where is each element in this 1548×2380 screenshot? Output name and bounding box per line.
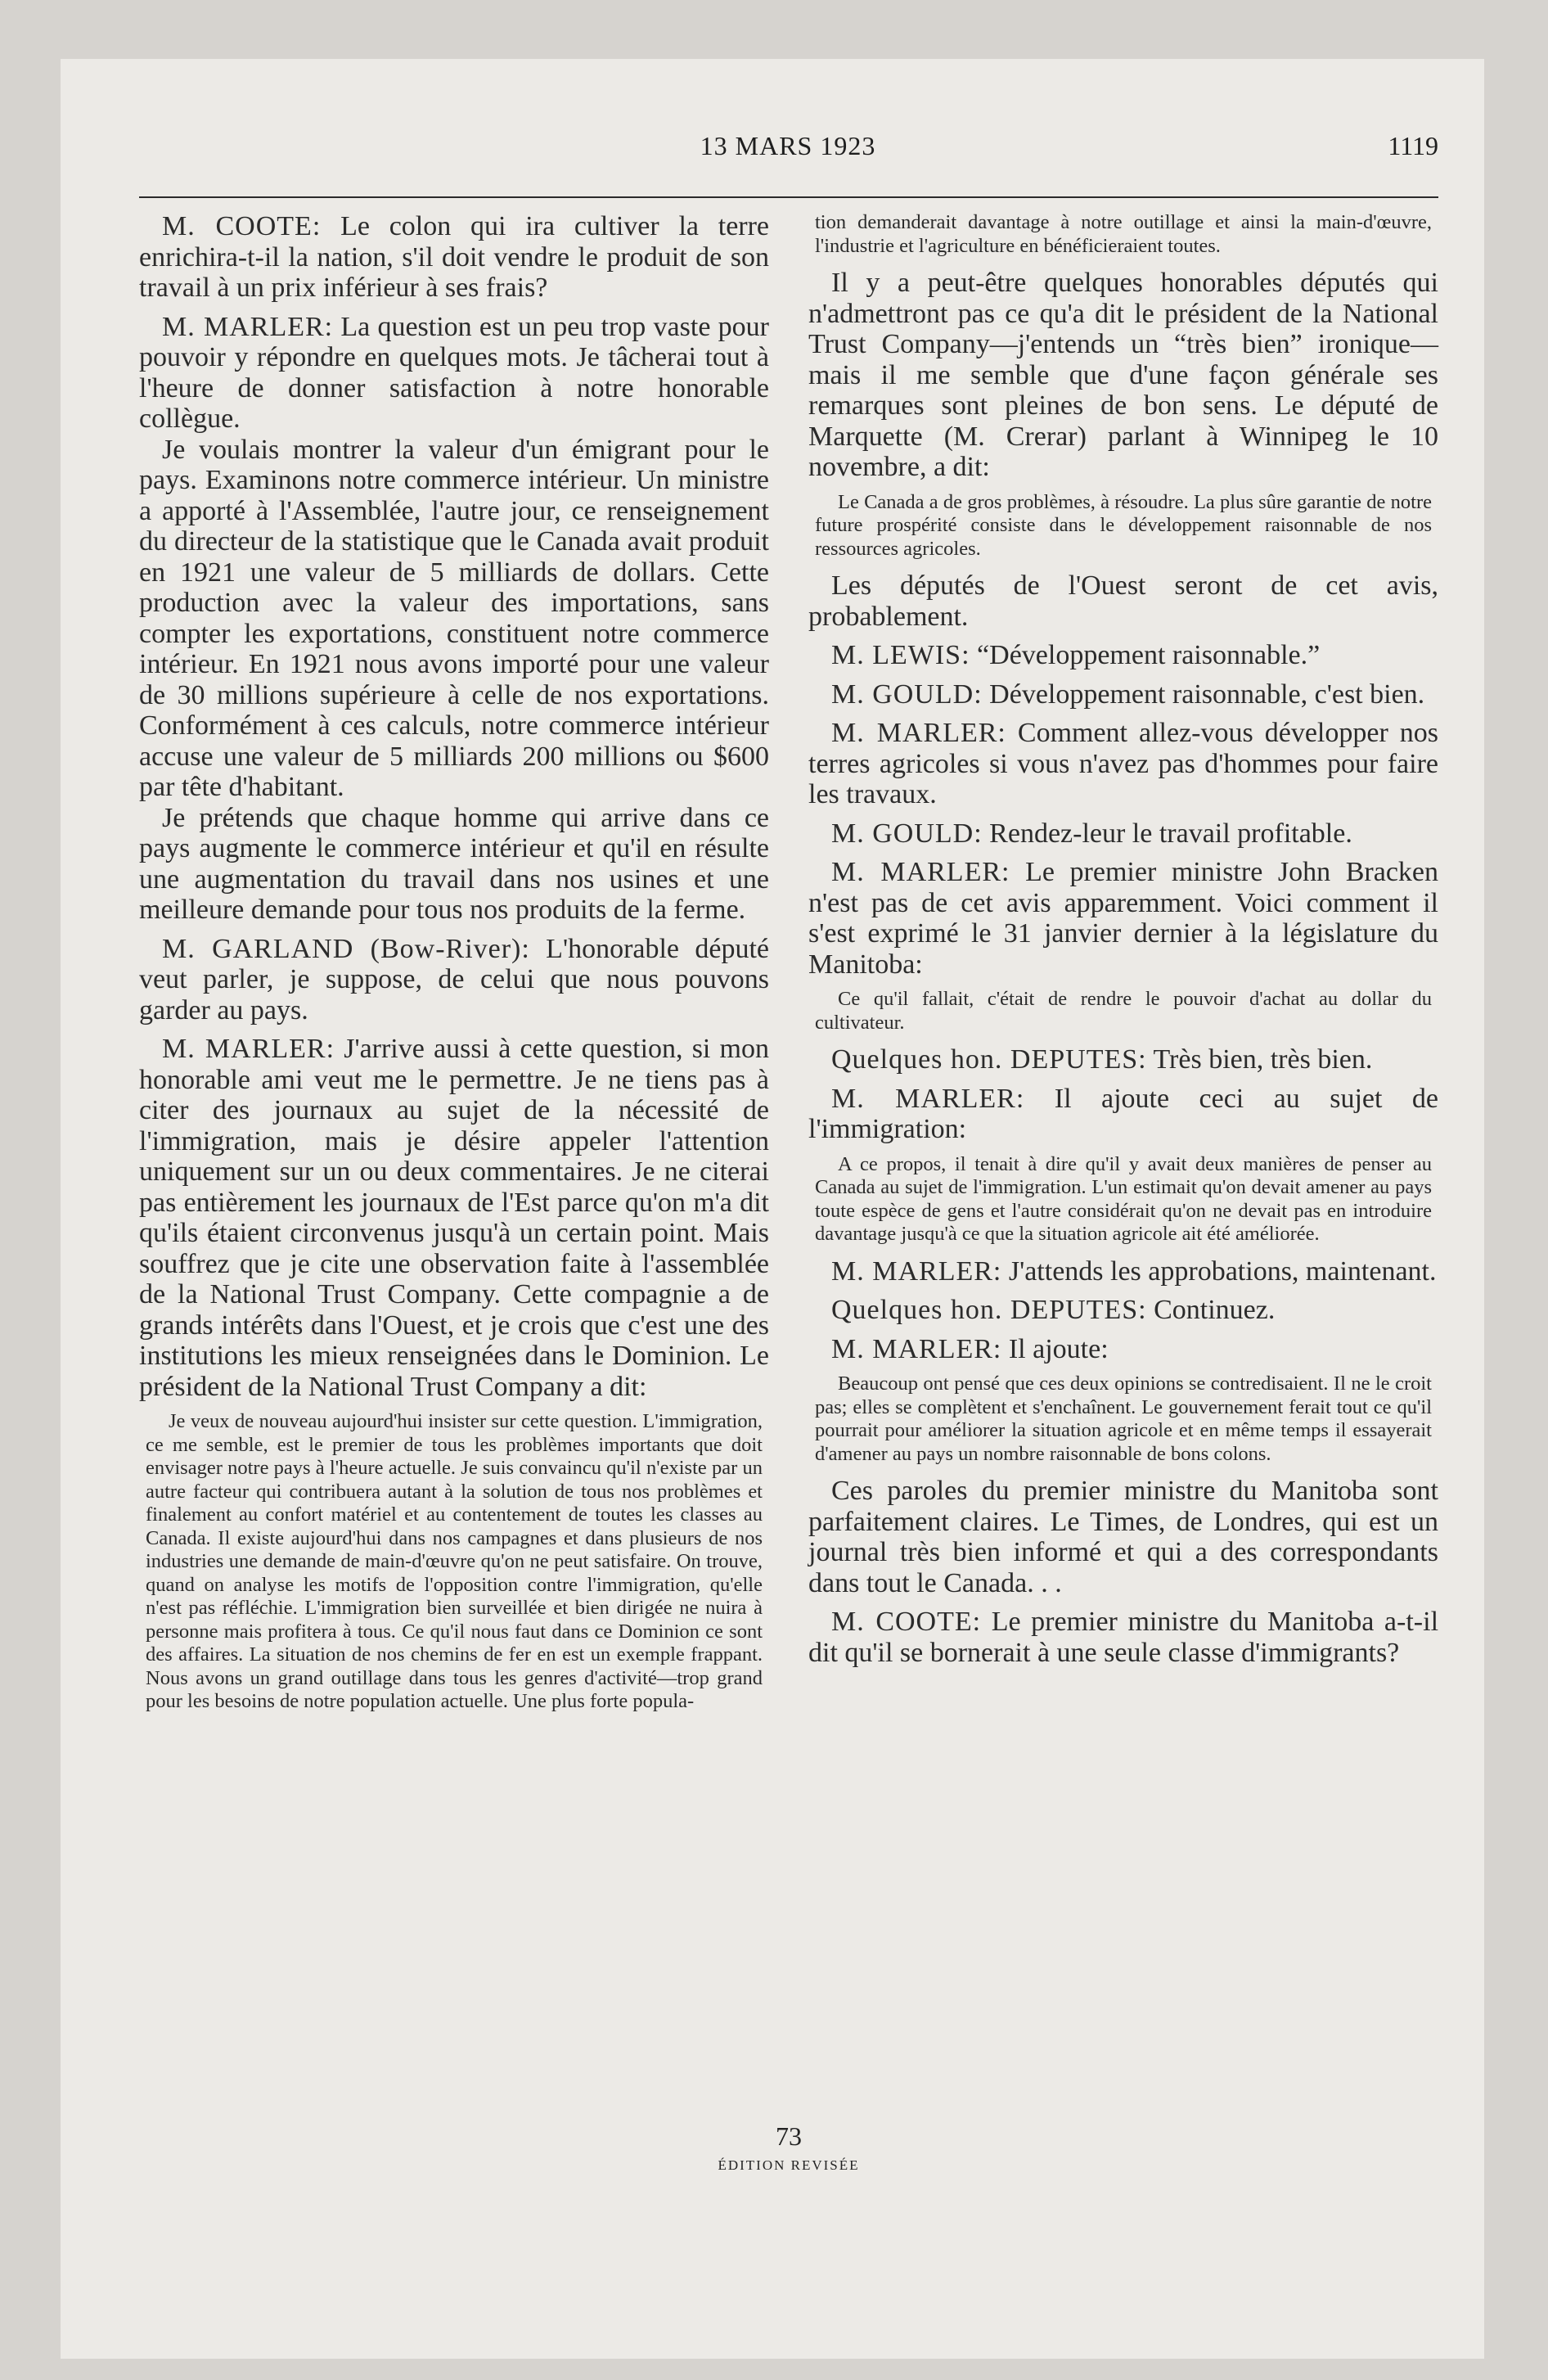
speaker-text: L'honorable député veut parler, je suppose, de celui que nous pouvons garder au pays. [139,933,769,1025]
speaker-paragraph [139,1034,769,1402]
header-page-number: 1119 [1388,131,1438,160]
speaker-name: M. MARLER: [162,1034,335,1064]
quoted-passage: Le Canada a de gros problèmes, à résoudre. La plus sûre garantie de notre future prospérité consiste dans le développement raisonnable de nos ressources agricoles. [815,490,1432,560]
speaker-paragraph [808,1044,1438,1075]
right-column [808,211,1438,1668]
speaker-paragraph [808,1084,1438,1145]
body-paragraph: Les députés de l'Ouest seront de cet avis, probablement. [808,570,1438,632]
speaker-name: M. MARLER: [831,1333,1002,1364]
speaker-name: Quelques hon. DEPUTES: [831,1295,1147,1325]
speaker-text: La question est un peu trop vaste pour pouvoir y répondre en quelques mots. Je tâcherai tout à l'heure de donner satisfaction à notre honorable collègue. [139,311,769,434]
quoted-passage: Beaucoup ont pensé que ces deux opinions se contredisaient. Il ne le croit pas; elles se complètent et s'enchaînent. Le gouvernement ferait tout ce qu'il pourrait pour améliorer la situation agricole et en même temps il essayerait d'amener au pays un nombre raisonnable de bons colons. [815,1373,1432,1465]
body-paragraph: Je prétends que chaque homme qui arrive dans ce pays augmente le commerce intérieur et qu'il en résulte une augmentation du travail dans nos usines et une meilleure demande pour tous nos produits de la ferme. [139,802,769,925]
quoted-passage: Ce qu'il fallait, c'était de rendre le pouvoir d'achat au dollar du cultivateur. [815,988,1432,1034]
speaker-paragraph [139,312,769,435]
speaker-name: M. MARLER: [831,1255,1002,1287]
speaker-name: M. LEWIS: [831,640,970,670]
speaker-text: Le premier ministre John Bracken n'est pas de cet avis apparemment. Voici comment il s'est exprimé le 31 janvier dernier à la législature du Manitoba: [808,857,1439,980]
footer-page-sequence: 73 [776,2121,802,2151]
speaker-name: M. MARLER: [831,718,1006,748]
quoted-passage: Je veux de nouveau aujourd'hui insister sur cette question. L'immigration, ce me semble, est le premier de tous les problèmes importants que doit envisager notre pays à l'heure actuelle. Je suis convaincu qu'il n'existe par un autre facteur qui contribuera autant à la solution de tous nos problèmes et finalement au confort matériel et au contentement de toutes les classes au Canada. Il existe aujourd'hui dans nos campagnes et dans plusieurs de nos industries une demande de main-d'œuvre qu'on ne peut satisfaire. On trouve, quand on analyse les motifs de l'opposition contre l'immigration, qu'elle n'est pas réfléchie. L'immigration bien surveillée et bien dirigée ne nuira à personne mais profitera à tous. Ce qu'il nous faut dans ce Dominion ce sont des affaires. La situation de nos chemins de fer en est un exemple frappant. Nous avons un grand outillage dans tous les genres d'activité—trop grand pour les besoins de notre population actuelle. Une plus forte popula- [146,1410,763,1712]
speaker-name: M. MARLER: [831,857,1010,887]
speaker-name: M. MARLER: [831,1083,1025,1114]
speaker-text: J'arrive aussi à cette question, si mon honorable ami veut me le permettre. Je ne tiens pas à citer des journaux au sujet de la nécessité de l'immigration, mais je désire appeler l'attention uniquement sur un ou deux commentaires. Je ne citerai pas entièrement les journaux de l'Est parce qu'on m'a dit qu'ils étaient circonvenus jusqu'à un certain point. Mais souffrez que je cite une observation faite à l'assemblée de la National Trust Company. Cette compagnie a de grands intérêts dans l'Ouest, et je crois que c'est une des institutions les mieux renseignées dans le Dominion. Le président de la National Trust Company a dit: [139,1034,769,1402]
speaker-name: M. MARLER: [162,311,334,342]
header-rule [139,196,1438,198]
body-paragraph: Je voulais montrer la valeur d'un émigrant pour le pays. Examinons notre commerce intérieur. Un ministre a apporté à l'Assemblée, l'autre jour, ce renseignement du directeur de la statistique que le Canada avait produit en 1921 une valeur de 5 milliards de dollars. Cette production avec la valeur des importations, sans compter les exportations, constituent notre commerce intérieur. En 1921 nous avons importé pour une valeur de 30 millions supérieure à celle de nos exportations. Conformément à ces calculs, notre commerce intérieur accuse une valeur de 5 milliards 200 millions ou $600 par tête d'habitant. [139,434,769,802]
speaker-text: “Développement raisonnable.” [977,640,1321,670]
quoted-passage: tion demanderait davantage à notre outillage et ainsi la main-d'œuvre, l'industrie et l'agriculture en bénéficieraient toutes. [815,211,1432,257]
speaker-text: Rendez-leur le travail profitable. [989,818,1352,849]
speaker-paragraph [808,640,1438,671]
page-header [137,131,1438,180]
speaker-paragraph [808,1334,1438,1365]
speaker-name: M. GOULD: [831,818,983,849]
body-paragraph: Ces paroles du premier ministre du Manitoba sont parfaitement claires. Le Times, de Londres, qui est un journal très bien informé et qui a des correspondants dans tout le Canada. . . [808,1476,1438,1598]
speaker-text: Il ajoute: [1008,1333,1109,1364]
speaker-name: M. COOTE: [831,1607,982,1637]
speaker-name: Quelques hon. DEPUTES: [831,1044,1147,1075]
speaker-name: M. COOTE: [162,211,322,241]
speaker-text: Il ajoute ceci au sujet de l'immigration: [808,1083,1438,1144]
speaker-paragraph [808,818,1438,850]
speaker-text: Continuez. [1154,1295,1276,1325]
speaker-text: Comment allez-vous développer nos terres agricoles si vous n'avez pas d'hommes pour faire les travaux. [808,718,1439,809]
body-paragraph: Il y a peut-être quelques honorables députés qui n'admettront pas ce qu'a dit le président de la National Trust Company—j'entends un “très bien” ironique—mais il me semble que d'une façon générale ses remarques sont pleines de bon sens. Le député de Marquette (M. Crerar) parlant à Winnipeg le 10 novembre, a dit: [808,268,1438,482]
left-column [139,211,769,1724]
footer-edition: ÉDITION REVISÉE [718,2157,860,2173]
speaker-paragraph [808,679,1438,710]
header-date: 13 MARS 1923 [700,131,876,160]
speaker-paragraph [139,211,769,304]
speaker-name: M. GOULD: [831,678,983,710]
quoted-passage: A ce propos, il tenait à dire qu'il y avait deux manières de penser au Canada au sujet de l'immigration. L'un estimait qu'on devait amener au pays toute espèce de gens et l'autre considérait qu'on ne devait pas en introduire davantage jusqu'à ce que la situation agricole ait été améliorée. [815,1152,1432,1245]
speaker-text: Développement raisonnable, c'est bien. [989,678,1425,710]
speaker-text: Le colon qui ira cultiver la terre enrichira-t-il la nation, s'il doit vendre le produit de son travail à un prix inférieur à ses frais? [139,211,770,303]
speaker-paragraph [808,1607,1438,1668]
speaker-name: M. GARLAND (Bow-River): [162,933,530,964]
speaker-text: Le premier ministre du Manitoba a-t-il dit qu'il se bornerait à une seule classe d'immigrants? [808,1607,1439,1668]
speaker-paragraph [808,718,1438,810]
speaker-text: Très bien, très bien. [1153,1044,1373,1075]
speaker-paragraph [808,1295,1438,1326]
speaker-paragraph [808,857,1438,980]
speaker-paragraph [139,934,769,1026]
page-footer [139,2120,1438,2174]
speaker-text: J'attends les approbations, maintenant. [1008,1255,1437,1287]
speaker-paragraph [808,1256,1438,1287]
